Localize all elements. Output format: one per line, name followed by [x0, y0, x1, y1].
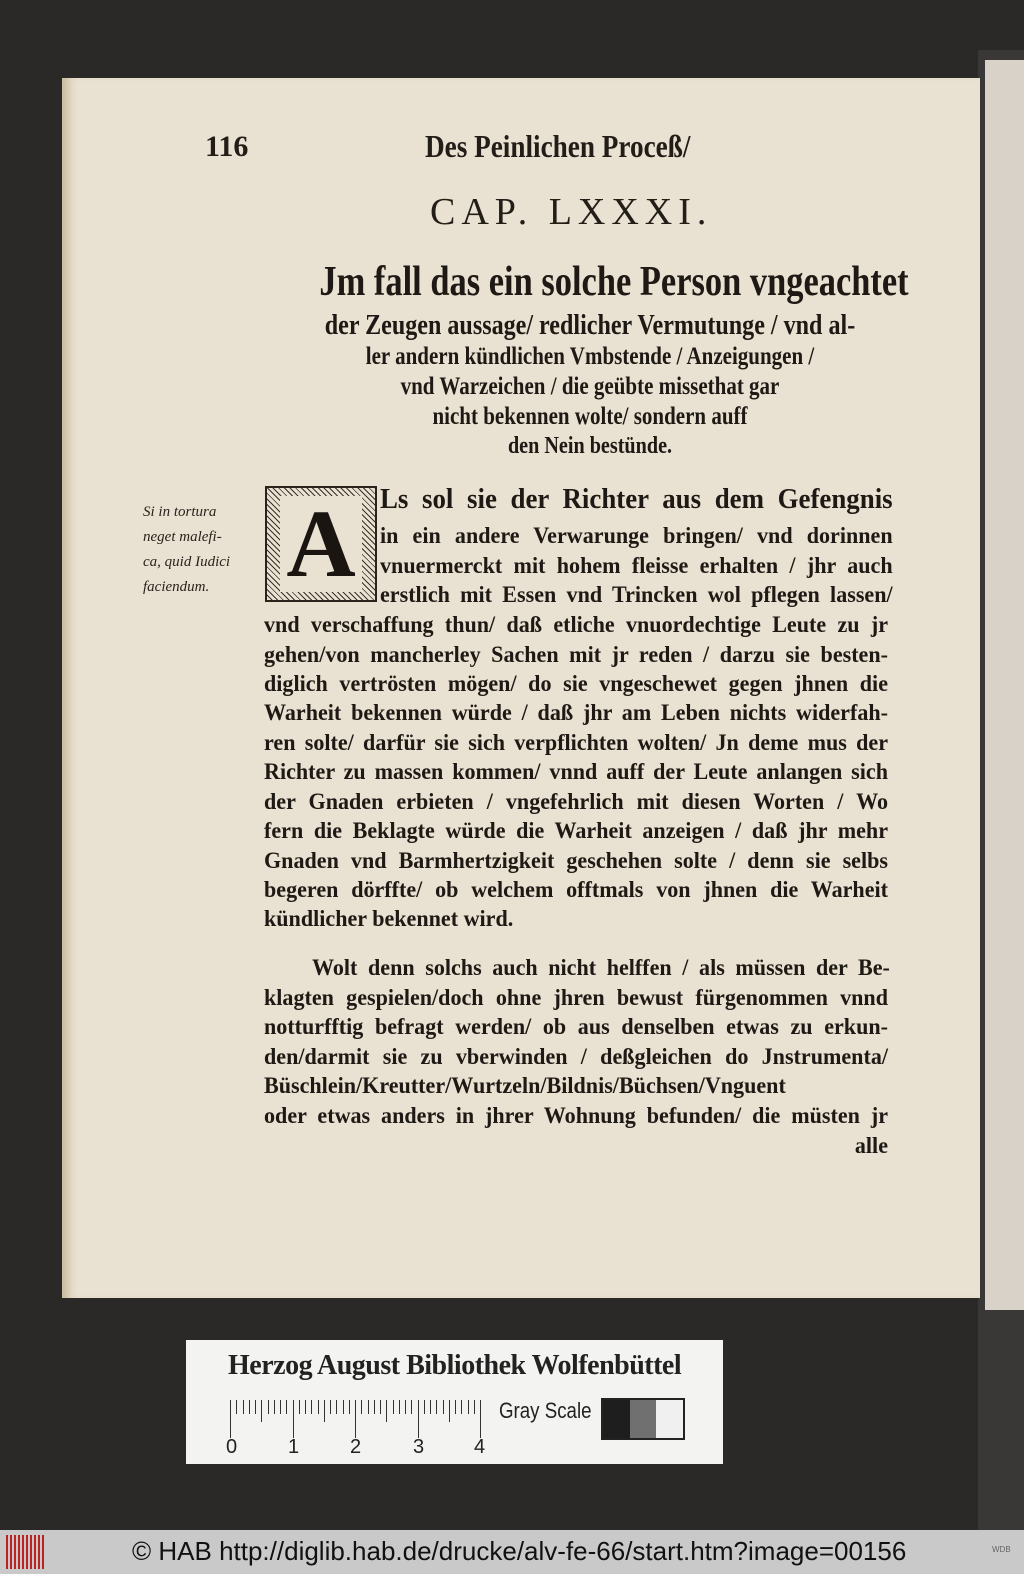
- marginal-note-line: faciendum.: [143, 579, 210, 595]
- text-line: in ein andere Verwarunge bringen/ vnd dorinnen: [380, 523, 893, 548]
- text-line: Gnaden vnd Barmhertzigkeit geschehen solte / denn sie selbs: [264, 848, 888, 873]
- ruler-number: 2: [350, 1436, 362, 1458]
- ruler-tick: [330, 1400, 331, 1414]
- marginal-note-line: Si in tortura: [143, 504, 217, 520]
- ruler-number: 3: [413, 1436, 425, 1458]
- ruler-tick: [324, 1400, 325, 1422]
- ruler-tick: [405, 1400, 406, 1414]
- text-line: Warheit bekennen würde / daß jhr am Leben nichts widerfah-: [264, 700, 888, 725]
- text-line: der Gnaden erbieten / vngefehrlich mit diesen Worten / Wo: [264, 789, 888, 814]
- ruler-tick: [249, 1400, 250, 1414]
- text-line: kündlicher bekennet wird.: [264, 906, 514, 931]
- hab-logo-icon: [6, 1535, 46, 1569]
- text-line: gehen/von mancherley Sachen mit jr reden / darzu sie besten-: [264, 642, 888, 667]
- gray-swatch: [603, 1400, 630, 1438]
- heading-line: nicht bekennen wolte/ sondern auff: [432, 403, 748, 430]
- catchword: alle: [854, 1133, 888, 1158]
- ruler-tick: [386, 1400, 387, 1422]
- ruler-tick: [418, 1400, 419, 1438]
- ruler-tick: [318, 1400, 319, 1414]
- running-head: Des Peinlichen Proceß/: [425, 128, 691, 164]
- ruler-tick: [286, 1400, 287, 1414]
- ruler-number: 1: [288, 1436, 300, 1458]
- ruler-tick: [361, 1400, 362, 1414]
- gray-scale-label: Gray Scale: [499, 1398, 592, 1423]
- ruler-tick: [280, 1400, 281, 1414]
- decorated-initial: [265, 486, 377, 602]
- ruler-tick: [455, 1400, 456, 1414]
- text-line: erstlich mit Essen vnd Trincken wol pflegen lassen/: [380, 582, 893, 607]
- text-line: den/darmit sie zu vberwinden / deßgleichen do Jnstrumenta/: [264, 1044, 888, 1069]
- ruler-tick: [336, 1400, 337, 1414]
- gray-scale-swatches: [601, 1398, 685, 1440]
- heading-line: Jm fall das ein solche Person vngeachtet: [319, 259, 909, 305]
- text-line: vnd verschaffung thun/ daß etliche vnuordechtige Leute zu jr: [264, 612, 888, 637]
- text-line: Büschlein/Kreutter/Wurtzeln/Bildnis/Büchsen/Vnguent: [264, 1073, 786, 1098]
- ruler-tick: [436, 1400, 437, 1414]
- marginal-note-line: ca, quid Iudici: [143, 554, 231, 570]
- ruler-tick: [230, 1400, 231, 1438]
- ruler-tick: [349, 1400, 350, 1414]
- text-line: oder etwas anders in jhrer Wohnung befunden/ die müsten jr: [264, 1103, 888, 1128]
- gray-swatch: [656, 1400, 683, 1438]
- ruler-tick: [368, 1400, 369, 1414]
- text-line: ren solte/ darfür sie sich verpflichten wolten/ Jn deme mus der: [264, 730, 888, 755]
- ruler-tick: [468, 1400, 469, 1414]
- color-calibration-label: [186, 1340, 723, 1464]
- wdb-mark: WDB: [992, 1545, 1011, 1554]
- text-line: vnuermerckt mit hohem fleisse erhalten / jhr auch: [380, 553, 893, 578]
- ruler-tick: [449, 1400, 450, 1422]
- ruler-tick: [443, 1400, 444, 1414]
- ruler-tick: [474, 1400, 475, 1414]
- text-line: notturfftig befragt werden/ ob aus denselben etwas zu erkun-: [264, 1014, 888, 1039]
- heading-line: ler andern kündlichen Vmbstende / Anzeigungen /: [365, 343, 815, 370]
- ruler-number: 4: [474, 1436, 486, 1458]
- ruler-tick: [380, 1400, 381, 1414]
- ruler-tick: [236, 1400, 237, 1414]
- ruler-tick: [268, 1400, 269, 1414]
- heading-line: den Nein bestünde.: [507, 433, 673, 459]
- marginal-note: [143, 500, 261, 600]
- ruler-tick: [430, 1400, 431, 1414]
- ruler-tick: [261, 1400, 262, 1422]
- ruler-tick: [393, 1400, 394, 1414]
- ruler-tick: [374, 1400, 375, 1414]
- gray-swatch: [630, 1400, 657, 1438]
- ruler-tick: [311, 1400, 312, 1414]
- text-line: begeren dörffte/ ob welchem offtmals von jhnen die Warheit: [264, 877, 888, 902]
- text-line: Richter zu massen kommen/ vnnd auff der Leute anlangen sich: [264, 759, 888, 784]
- text-line: fern die Beklagte würde die Warheit anzeigen / daß jhr mehr: [264, 818, 888, 843]
- source-url[interactable]: © HAB http://diglib.hab.de/drucke/alv-fe-66/start.htm?image=00156: [132, 1536, 907, 1566]
- ruler: [230, 1400, 480, 1430]
- ruler-tick: [293, 1400, 294, 1438]
- ruler-tick: [343, 1400, 344, 1414]
- facing-page-edge: [985, 60, 1024, 1310]
- ruler-tick: [424, 1400, 425, 1414]
- ruler-tick: [243, 1400, 244, 1414]
- ruler-tick: [255, 1400, 256, 1414]
- ruler-tick: [274, 1400, 275, 1414]
- text-line: Wolt denn solchs auch nicht helffen / als müssen der Be-: [312, 955, 890, 980]
- text-line: klagten gespielen/doch ohne jhren bewust fürgenommen vnnd: [264, 985, 888, 1010]
- ruler-tick: [299, 1400, 300, 1414]
- page-number: 116: [205, 130, 249, 163]
- ruler-tick: [411, 1400, 412, 1414]
- ruler-tick: [480, 1400, 481, 1438]
- library-name: Herzog August Bibliothek Wolfenbüttel: [228, 1350, 682, 1381]
- heading-line: vnd Warzeichen / die geübte missethat gar: [400, 373, 780, 400]
- ruler-tick: [399, 1400, 400, 1414]
- heading-line: der Zeugen aussage/ redlicher Vermutunge / vnd al-: [324, 310, 856, 341]
- ruler-tick: [461, 1400, 462, 1414]
- marginal-note-line: neget malefi-: [143, 529, 222, 545]
- initial-letter: A: [280, 496, 361, 592]
- ruler-tick: [305, 1400, 306, 1414]
- footer-bar: [0, 1530, 1024, 1574]
- ruler-tick: [355, 1400, 356, 1438]
- text-line: diglich vertrösten mögen/ do sie vngeschewet gegen jhnen die: [264, 671, 888, 696]
- chapter-title: CAP. LXXXI.: [430, 191, 713, 233]
- text-line: Ls sol sie der Richter aus dem Gefengnis: [380, 484, 893, 515]
- ruler-number: 0: [226, 1436, 238, 1458]
